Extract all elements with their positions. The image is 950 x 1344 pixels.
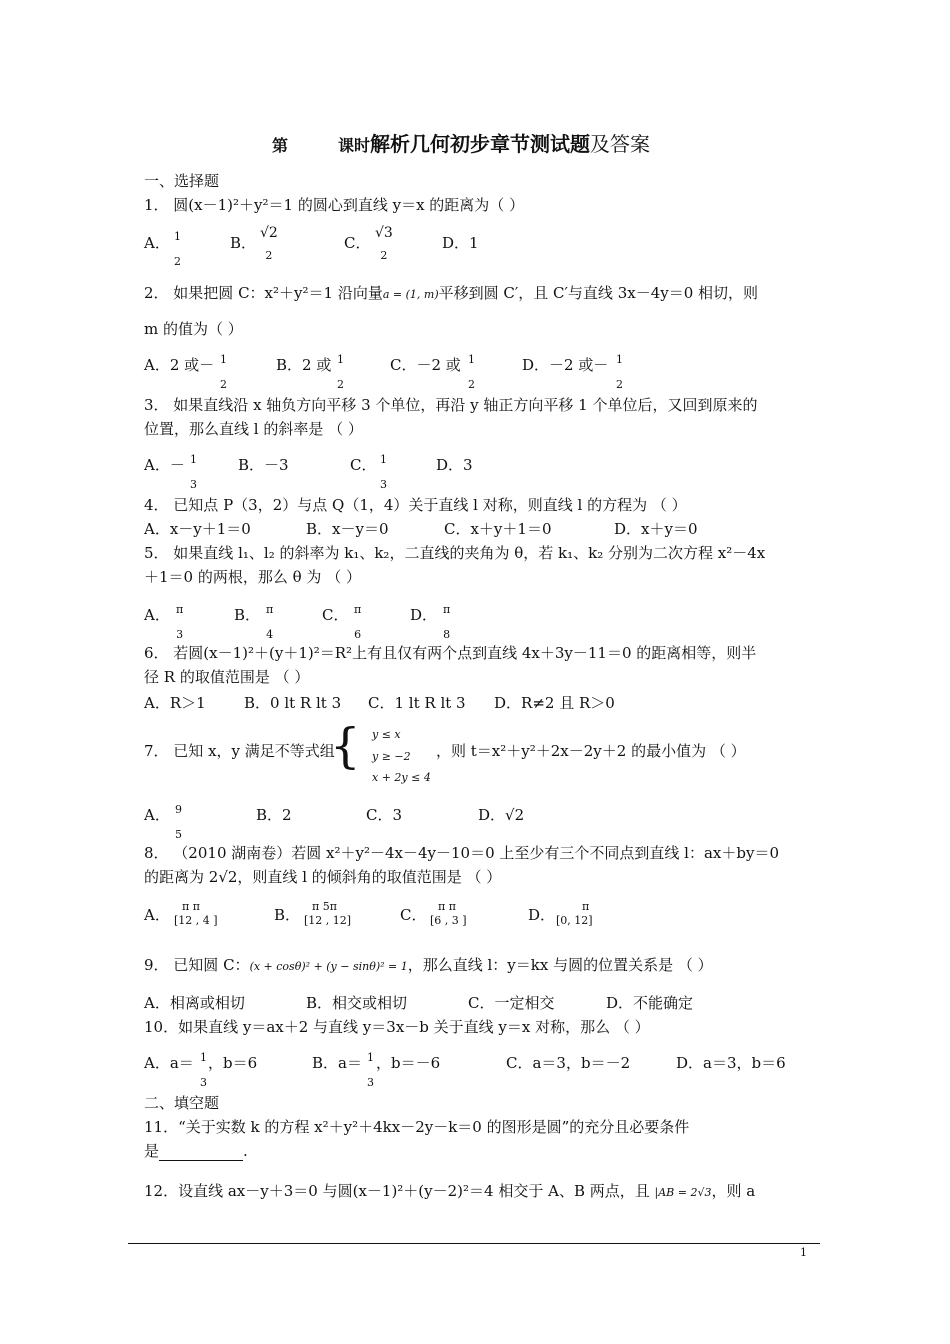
fraction: 1 2	[468, 353, 475, 391]
option-b: B．	[274, 906, 301, 924]
question-1: 1． 圆(x－1)²＋y²＝1 的圆心到直线 y＝x 的距离为（ ）	[144, 196, 525, 214]
option-b: B．a＝	[312, 1054, 362, 1072]
fraction: 1 3	[190, 453, 197, 491]
option-d: D．a＝3，b＝6	[676, 1054, 786, 1072]
question-12: 12．设直线 ax－y＋3＝0 与圆(x－1)²＋(y－2)²＝4 相交于 A、B 两点，且 |AB = 2√3，则 a	[144, 1182, 756, 1200]
option-a: A．2 或－	[144, 356, 215, 374]
option-a: A．x－y＋1＝0	[144, 520, 251, 538]
section-heading: 二、填空题	[144, 1094, 220, 1112]
option-b: B．相交或相切	[306, 994, 408, 1012]
option-d: D．	[528, 906, 556, 924]
constraint: y ≤ x	[372, 728, 401, 741]
question-8: 8． （2010 湖南卷）若圆 x²＋y²－4x－4y－10＝0 上至少有三个不同点到直线 l：ax＋by＝0	[144, 844, 779, 862]
question-8-line2: 的距离为 2√2，则直线 l 的倾斜角的取值范围是 （ ）	[144, 868, 502, 886]
question-5: 5． 如果直线 l₁、l₂ 的斜率为 k₁、k₂，二直线的夹角为 θ，若 k₁、k₂ 分别为二次方程 x²－4x	[144, 544, 766, 562]
fraction: √2 2	[260, 225, 278, 262]
option-a: A．	[144, 606, 170, 624]
title-part: 第	[272, 136, 289, 155]
option-d: D．x＋y＝0	[614, 520, 698, 538]
option-d: D．√2	[478, 806, 525, 824]
option-d: D．	[410, 606, 438, 624]
option-a: A．a＝	[144, 1054, 194, 1072]
question-6: 6． 若圆(x－1)²＋(y＋1)²＝R²上有且仅有两个点到直线 4x＋3y－11＝0 的距离相等，则半	[144, 644, 757, 662]
fraction: 1 3	[367, 1051, 374, 1089]
option-c: C．1 lt R lt 3	[368, 694, 466, 712]
question-3-line2: 位置，那么直线 l 的斜率是 （ ）	[144, 420, 363, 438]
footer-divider	[128, 1243, 820, 1244]
page-number: 1	[800, 1246, 807, 1259]
option-d: D．－2 或－	[522, 356, 609, 374]
option-a: A．	[144, 234, 170, 252]
answer-blank[interactable]	[159, 1146, 243, 1161]
option-c: C．a＝3，b＝－2	[506, 1054, 631, 1072]
question-7-cont: ，则 t＝x²＋y²＋2x－2y＋2 的最小值为 （ ）	[436, 742, 746, 760]
title-part: 课时	[337, 136, 370, 155]
question-2: 2． 如果把圆 C：x²＋y²＝1 沿向量a = (1, m)平移到圆 C′，且 C′与直线 3x－4y＝0 相切，则	[144, 284, 759, 302]
option-a: A．R＞1	[144, 694, 206, 712]
option-a: A．	[144, 906, 170, 924]
option-b: B．0 lt R lt 3	[244, 694, 342, 712]
question-2-line2: m 的值为（ ）	[144, 320, 243, 338]
option-a-rest: ，b＝6	[208, 1054, 258, 1072]
option-c: C．一定相交	[468, 994, 555, 1012]
option-b: B．x－y＝0	[306, 520, 389, 538]
question-10: 10．如果直线 y＝ax＋2 与直线 y＝3x－b 关于直线 y＝x 对称，那么 （ ）	[144, 1018, 650, 1036]
interval-top: π π	[182, 900, 200, 913]
interval: [12 , 4 ]	[174, 914, 218, 927]
option-c: C．3	[366, 806, 403, 824]
constraint: x + 2y ≤ 4	[372, 771, 431, 784]
constraint: y ≥ −2	[372, 750, 411, 763]
option-a: A．	[144, 806, 170, 824]
fraction: π 3	[176, 603, 184, 641]
fraction: π 8	[443, 603, 451, 641]
fraction: π 4	[266, 603, 274, 641]
fraction: π 6	[354, 603, 362, 641]
option-d: D．1	[442, 234, 479, 252]
question-5-line2: ＋1＝0 的两根，那么 θ 为 （ ）	[144, 568, 361, 586]
option-d: D．R≠2 且 R＞0	[494, 694, 615, 712]
option-c: C．	[322, 606, 349, 624]
option-d: D．3	[436, 456, 473, 474]
option-c: C．x＋y＋1＝0	[444, 520, 552, 538]
option-c: C．	[350, 456, 377, 474]
interval-top: π	[582, 900, 590, 913]
option-c: C．－2 或	[390, 356, 461, 374]
fraction: 1 2	[337, 353, 344, 391]
question-9: 9． 已知圆 C：(x + cosθ)² + (y − sinθ)² = 1，那么直线 l：y＝kx 与圆的位置关系是 （ ）	[144, 956, 713, 974]
option-b: B．	[234, 606, 261, 624]
fraction: √3 2	[375, 225, 393, 262]
question-3: 3． 如果直线沿 x 轴负方向平移 3 个单位，再沿 y 轴正方向平移 1 个单位后，又回到原来的	[144, 396, 758, 414]
question-4: 4． 已知点 P（3，2）与点 Q（1，4）关于直线 l 对称，则直线 l 的方程为 （ ）	[144, 496, 687, 514]
option-a: A．相离或相切	[144, 994, 245, 1012]
option-d: D．不能确定	[606, 994, 694, 1012]
option-b-rest: ，b＝－6	[376, 1054, 441, 1072]
fraction: 1 3	[200, 1051, 207, 1089]
section-heading: 一、选择题	[144, 172, 220, 190]
option-c: C．	[344, 234, 371, 252]
brace-icon: {	[330, 718, 361, 774]
option-c: C．	[400, 906, 427, 924]
interval-top: π 5π	[312, 900, 337, 913]
question-11-line2: 是 .	[144, 1142, 248, 1160]
option-b: B．	[230, 234, 257, 252]
interval: [0, 12]	[556, 914, 593, 927]
option-b: B．2	[256, 806, 292, 824]
option-b: B．－3	[238, 456, 289, 474]
question-7: 7． 已知 x，y 满足不等式组	[144, 742, 335, 760]
fraction: 1 2	[220, 353, 227, 391]
fraction: 1 2	[174, 230, 181, 268]
interval-top: π π	[438, 900, 456, 913]
fraction: 1 2	[616, 353, 623, 391]
title-part: 及答案	[589, 132, 650, 156]
title-part: 解析几何初步章节测试题	[369, 132, 590, 156]
option-a: A．－	[144, 456, 185, 474]
fraction: 9 5	[175, 803, 182, 841]
interval: [12 , 12]	[304, 914, 352, 927]
fraction: 1 3	[380, 453, 387, 491]
page-title	[272, 128, 650, 157]
question-11: 11．“关于实数 k 的方程 x²＋y²＋4kx－2y－k＝0 的图形是圆”的充分且必要条件	[144, 1118, 690, 1136]
option-b: B．2 或	[276, 356, 332, 374]
question-6-line2: 径 R 的取值范围是 （ ）	[144, 668, 310, 686]
interval: [6 , 3 ]	[430, 914, 467, 927]
